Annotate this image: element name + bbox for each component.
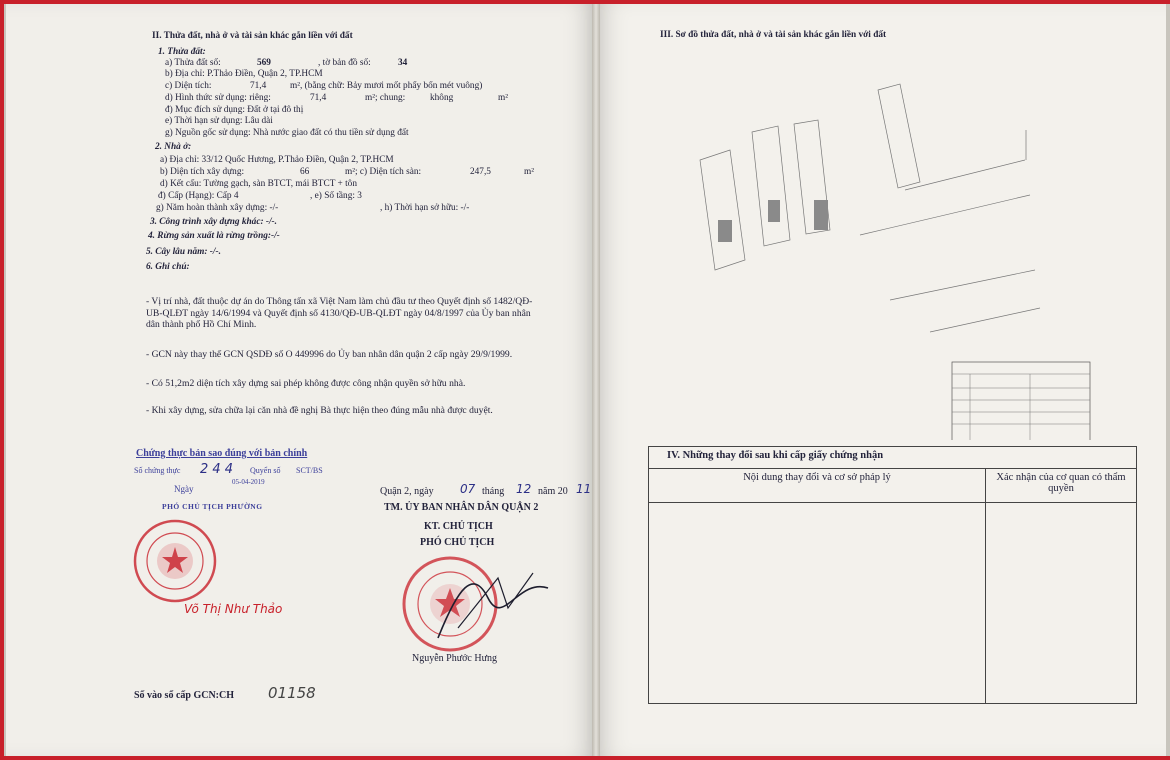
issue-number-value: 01158 bbox=[268, 684, 316, 702]
certify-title: Chứng thực bản sao đúng với bản chính bbox=[136, 448, 308, 459]
sign-name: Nguyễn Phước Hưng bbox=[412, 653, 498, 664]
house-address: a) Địa chỉ: 33/12 Quốc Hương, P.Thảo Điền, Quận 2, TP.HCM bbox=[160, 155, 394, 165]
changes-content-cell bbox=[649, 503, 986, 704]
land-plot-diagram bbox=[690, 70, 1110, 440]
col-authority-confirmation: Xác nhận của cơ quan có thẩm quyền bbox=[986, 469, 1137, 503]
planted-forest: 4. Rừng sản xuất là rừng trồng:-/- bbox=[148, 231, 280, 241]
land-address: b) Địa chỉ: P.Thảo Điền, Quận 2, TP.HCM bbox=[165, 69, 323, 79]
changes-table bbox=[648, 446, 1137, 704]
sign-year-label: năm 20 bbox=[538, 486, 568, 497]
notes-heading: 6. Ghi chú: bbox=[146, 262, 190, 272]
land-purpose: đ) Mục đích sử dụng: Đất ở tại đô thị bbox=[165, 105, 304, 115]
land-heading: 1. Thửa đất: bbox=[158, 47, 206, 57]
land-use-common-label: m²; chung: bbox=[365, 93, 406, 103]
note-item: - Vị trí nhà, đất thuộc dự án do Thông tấn xã Việt Nam làm chủ đầu tư theo Quyết định số 1482/QĐ-UB-QLĐT ngày 14/6/1994 và Quyết định số 4130/QĐ-UB-QLĐT ngày 04/8/1997 của Ủy ban nhân dân thành phố Hồ Chí Minh. bbox=[146, 296, 533, 331]
section4-title: IV. Những thay đổi sau khi cấp giấy chứng nhận bbox=[649, 447, 1137, 469]
perennial-trees: 5. Cây lâu năm: -/-. bbox=[146, 247, 221, 257]
sign-vice-chairman: PHÓ CHỦ TỊCH bbox=[420, 537, 495, 548]
certify-signer: Võ Thị Như Thảo bbox=[184, 602, 283, 616]
frame-bottom bbox=[0, 756, 1170, 760]
certify-date-value: 05-04-2019 bbox=[232, 478, 265, 486]
certify-office: PHÓ CHỦ TỊCH PHƯỜNG bbox=[162, 502, 263, 511]
land-use-common-value: không bbox=[430, 93, 454, 103]
land-term: e) Thời hạn sử dụng: Lâu dài bbox=[165, 116, 273, 126]
house-floors: , e) Số tầng: 3 bbox=[310, 191, 362, 201]
house-build-area-value: 66 bbox=[300, 167, 310, 177]
house-floor-area-value: 247,5 bbox=[470, 167, 491, 177]
note-item: - Có 51,2m2 diện tích xây dựng sai phép không được công nhận quyền sở hữu nhà. bbox=[146, 378, 466, 389]
sign-org: TM. ỦY BAN NHÂN DÂN QUẬN 2 bbox=[384, 502, 539, 513]
sign-month-label: tháng bbox=[482, 486, 505, 497]
certify-book-label: Quyển số bbox=[250, 466, 281, 475]
note-item: - Khi xây dựng, sửa chữa lại căn nhà đề nghị Bà thực hiện theo đúng mẫu nhà được duyệt. bbox=[146, 405, 493, 416]
section2-title: II. Thửa đất, nhà ở và tài sản khác gắn liền với đất bbox=[152, 31, 353, 41]
land-sheet-label: , tờ bản đồ số: bbox=[318, 58, 371, 68]
section3-title: III. Sơ đồ thửa đất, nhà ở và tài sản khác gắn liền với đất bbox=[660, 30, 887, 40]
land-area-value: 71,4 bbox=[250, 81, 267, 91]
house-ownership-term: , h) Thời hạn sở hữu: -/- bbox=[380, 203, 470, 213]
land-area-words: m², (bằng chữ: Bảy mươi mốt phẩy bốn mét vuông) bbox=[290, 81, 483, 91]
land-parcel-label: a) Thửa đất số: bbox=[165, 58, 221, 68]
house-structure: d) Kết cấu: Tường gạch, sàn BTCT, mái BTCT + tôn bbox=[160, 179, 357, 189]
house-floor-area-label: m²; c) Diện tích sàn: bbox=[345, 167, 422, 177]
certify-number-label: Số chứng thực bbox=[134, 466, 181, 475]
sign-place-date: Quận 2, ngày bbox=[380, 486, 434, 497]
house-grade: đ) Cấp (Hạng): Cấp 4 bbox=[158, 191, 239, 201]
sign-month: 12 bbox=[516, 482, 532, 496]
certify-book-suffix: SCT/BS bbox=[296, 466, 323, 475]
page-fold bbox=[592, 4, 600, 756]
house-completion-year: g) Năm hoàn thành xây dựng: -/- bbox=[156, 203, 279, 213]
land-origin: g) Nguồn gốc sử dụng: Nhà nước giao đất có thu tiền sử dụng đất bbox=[165, 128, 409, 138]
col-change-content: Nội dung thay đổi và cơ sở pháp lý bbox=[649, 469, 986, 503]
land-area-label: c) Diện tích: bbox=[165, 81, 212, 91]
house-floor-area-unit: m² bbox=[524, 167, 535, 177]
land-use-unit: m² bbox=[498, 93, 509, 103]
other-works: 3. Công trình xây dựng khác: -/-. bbox=[150, 217, 277, 227]
land-sheet-value: 34 bbox=[398, 58, 408, 68]
sign-day: 07 bbox=[460, 482, 476, 496]
house-heading: 2. Nhà ở: bbox=[155, 142, 192, 152]
certify-number-value: 2 4 4 bbox=[200, 462, 234, 477]
red-seal-icon bbox=[132, 518, 218, 604]
authority-confirmation-cell bbox=[986, 503, 1137, 704]
official-seal-signature-icon bbox=[398, 548, 568, 658]
issue-number-label: Số vào sổ cấp GCN:CH bbox=[134, 690, 235, 701]
note-item: - GCN này thay thế GCN QSDĐ số O 449996 do Ủy ban nhân dân quận 2 cấp ngày 29/9/1999. bbox=[146, 349, 513, 360]
land-parcel-value: 569 bbox=[257, 58, 271, 68]
certify-date-label: Ngày bbox=[174, 484, 194, 494]
frame-left bbox=[0, 0, 4, 760]
sign-year: 11 bbox=[576, 482, 592, 496]
sign-kt: KT. CHỦ TỊCH bbox=[424, 521, 493, 532]
house-build-area-label: b) Diện tích xây dựng: bbox=[160, 167, 245, 177]
land-use-private-value: 71,4 bbox=[310, 93, 327, 103]
land-use-form: d) Hình thức sử dụng: riêng: bbox=[165, 93, 271, 103]
